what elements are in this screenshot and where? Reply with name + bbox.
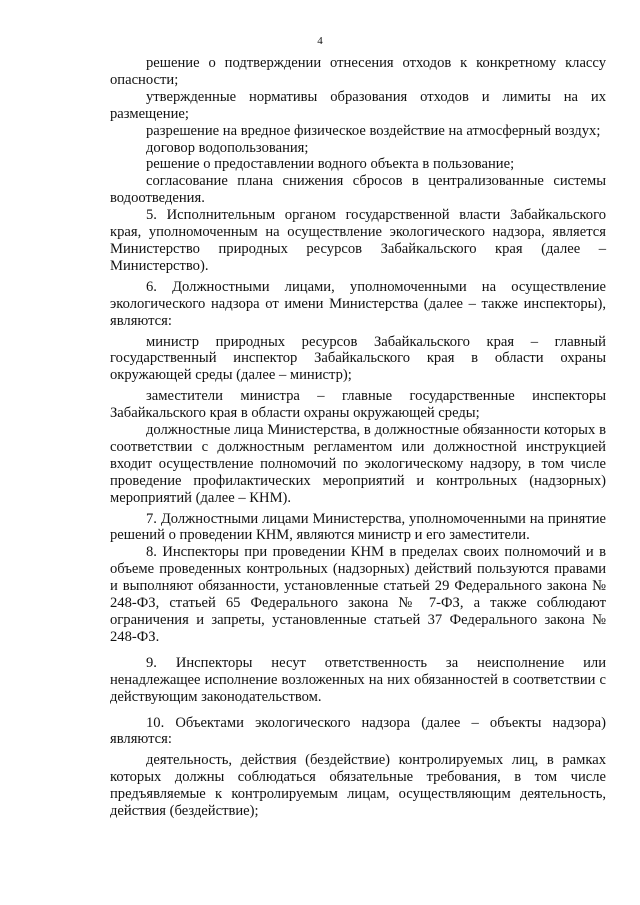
page-number: 4 [317, 35, 323, 47]
paragraph-discharge-plan: согласование плана снижения сбросов в централизованные системы водоотведения. [110, 173, 606, 207]
paragraph-air-impact-permit: разрешение на вредное физическое воздействие на атмосферный воздух; [146, 122, 601, 139]
paragraph-6: 6. Должностными лицами, уполномоченными на осуществление экологического надзора от имени Министерства (далее – также инспекторы), являются: [110, 278, 606, 329]
paragraph-minister: министр природных ресурсов Забайкальского края – главный государственный инспектор Забайкальского края в области охраны окружающей среды (далее – министр); [110, 333, 606, 384]
paragraph-10: 10. Объектами экологического надзора (далее – объекты надзора) являются: [110, 714, 606, 748]
paragraph-water-object-decision: решение о предоставлении водного объекта в пользование; [146, 156, 515, 173]
paragraph-8: 8. Инспекторы при проведении КНМ в пределах своих полномочий и в объеме проведенных контрольных (надзорных) действий пользуются правами и выполняют обязанности, установленные статьей 29 Федерального закона № 248-ФЗ, статьей 65 Федерального закона № 7-ФЗ, а также соблюдают ограничения и запреты, установленные статьей 37 Федерального закона № 248-ФЗ. [110, 544, 606, 645]
paragraph-7: 7. Должностными лицами Министерства, уполномоченными на принятие решений о проведении КНМ, являются министр и его заместители. [110, 510, 606, 544]
paragraph-deputy-ministers: заместители министра – главные государственные инспекторы Забайкальского края в области охраны окружающей среды; [110, 388, 606, 422]
paragraph-water-use-contract: договор водопользования; [146, 139, 309, 156]
paragraph-waste-norms: утвержденные нормативы образования отходов и лимиты на их размещение; [110, 88, 606, 122]
paragraph-waste-class-decision: решение о подтверждении отнесения отходов к конкретному классу опасности; [110, 55, 606, 88]
paragraph-5: 5. Исполнительным органом государственной власти Забайкальского края, уполномоченным на осуществление экологического надзора, является Министерство природных ресурсов Забайкальского края (далее – Министерство). [110, 207, 606, 274]
document-body [110, 55, 606, 820]
paragraph-officials: должностные лица Министерства, в должностные обязанности которых в соответствии с должностным регламентом или должностной инструкцией входит осуществление полномочий по экологическому надзору, в том числе проведение профилактических мероприятий и контрольных (надзорных) мероприятий (далее – КНМ). [110, 422, 606, 506]
paragraph-9: 9. Инспекторы несут ответственность за неисполнение или ненадлежащее исполнение возложенных на них обязанностей в соответствии с действующим законодательством. [110, 654, 606, 705]
paragraph-supervision-objects: деятельность, действия (бездействие) контролируемых лиц, в рамках которых должны соблюдаться обязательные требования, в том числе предъявляемые к контролируемым лицам, осуществляющим деятельность, действия (бездействие); [110, 752, 606, 820]
